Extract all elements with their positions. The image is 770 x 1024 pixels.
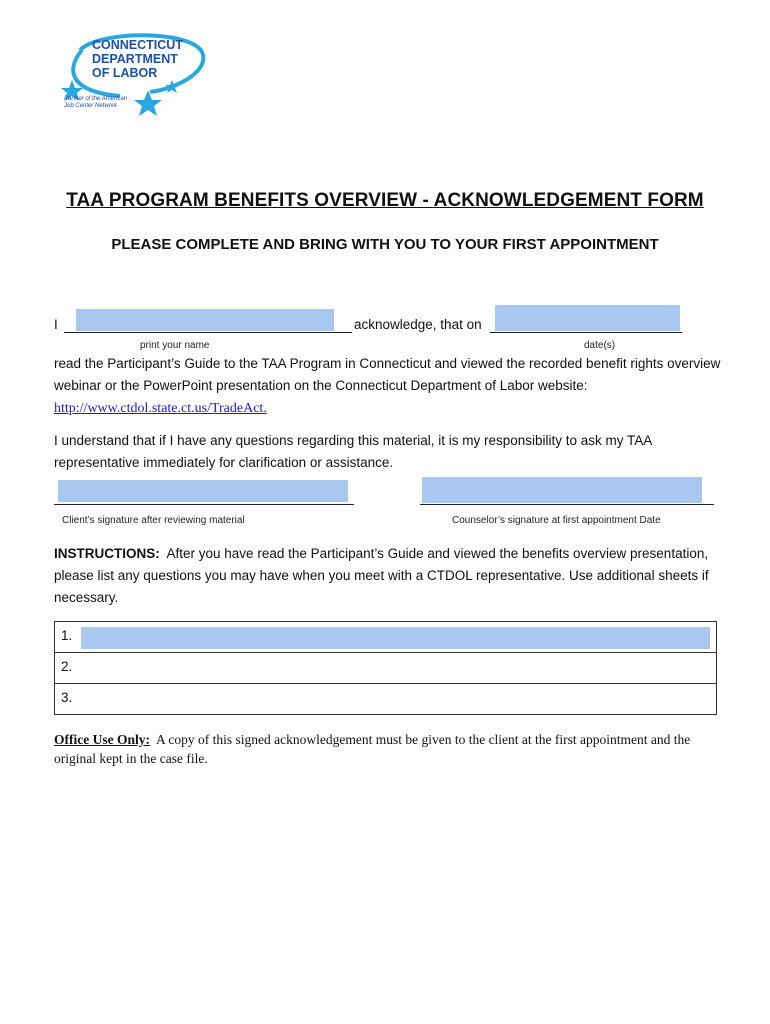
question-number: 1. (61, 628, 73, 643)
tradeact-link[interactable]: http://www.ctdol.state.ct.us/TradeAct. (54, 401, 267, 416)
client-signature-input[interactable] (58, 480, 348, 502)
understand-paragraph: I understand that if I have any questions regarding this material, it is my responsibility to ask my TAA representative immediately for clarification or assistance. (54, 433, 652, 470)
date-underline (490, 332, 682, 333)
office-use-note (54, 730, 724, 768)
instructions-text: After you have read the Participant’s Guide and viewed the benefits overview presentation, please list any questions you may have when you meet with a CTDOL representative. Use additional sheets if necessary. (54, 546, 709, 605)
logo-line-2: DEPARTMENT (92, 52, 178, 66)
ct-dol-logo (60, 30, 210, 122)
office-use-label: Office Use Only: (54, 732, 150, 747)
question-number: 3. (61, 690, 73, 705)
ack-paragraph-text: read the Participant’s Guide to the TAA Program in Connecticut and viewed the recorded benefit rights overview webinar or the PowerPoint presentation on the Connecticut Department of Labor website: (54, 356, 721, 393)
questions-table (54, 621, 717, 715)
client-signature-line (54, 504, 354, 505)
name-input[interactable] (76, 309, 334, 331)
ack-paragraph (54, 353, 724, 420)
client-signature-caption: Client’s signature after reviewing material (62, 515, 245, 526)
question-row (55, 622, 716, 653)
counselor-signature-line (420, 504, 714, 505)
name-caption: print your name (140, 340, 210, 351)
question-1-input[interactable] (81, 627, 710, 649)
instructions-label: INSTRUCTIONS: (54, 546, 160, 561)
question-number: 2. (61, 659, 73, 674)
name-underline (64, 332, 352, 333)
counselor-signature-input[interactable] (422, 477, 702, 503)
date-caption: date(s) (584, 340, 616, 351)
instructions (54, 543, 724, 609)
logo-line-3: OF LABOR (92, 66, 158, 80)
counselor-signature-caption: Counselor’s signature at first appointment Date (452, 515, 661, 526)
date-input[interactable] (495, 305, 680, 331)
ack-middle: acknowledge, that on (354, 317, 482, 332)
office-use-text: A copy of this signed acknowledgement must be given to the client at the first appointment and the original kept in the case file. (54, 732, 691, 766)
form-subtitle: PLEASE COMPLETE AND BRING WITH YOU TO YOUR FIRST APPOINTMENT (111, 236, 659, 253)
logo-tagline-1: Partner of the American (64, 96, 128, 102)
logo-line-1: CONNECTICUT (92, 38, 183, 52)
ack-prefix: I (54, 317, 58, 332)
question-row (55, 684, 716, 714)
logo-tagline-2: Job Center Network (64, 103, 118, 109)
question-row (55, 653, 716, 684)
form-title: TAA PROGRAM BENEFITS OVERVIEW - ACKNOWLEDGEMENT FORM (66, 190, 704, 211)
